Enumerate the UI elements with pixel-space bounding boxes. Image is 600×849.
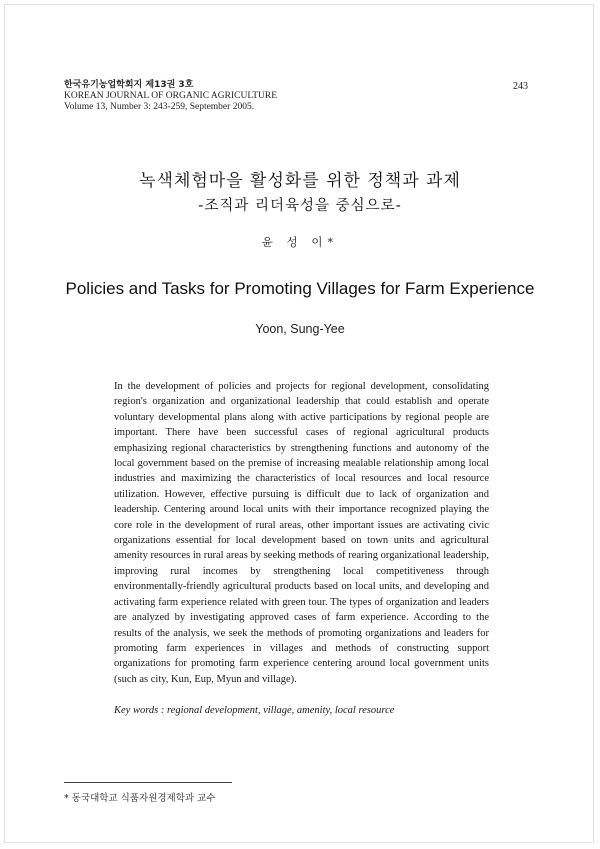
journal-header bbox=[64, 80, 277, 113]
paper-subtitle-korean: -조직과 리더육성을 중심으로- bbox=[198, 198, 402, 214]
paper-title-korean: 녹색체험마을 활성화를 위한 정책과 과제 bbox=[139, 171, 461, 191]
author-name-korean: 윤 성 이* bbox=[261, 235, 339, 249]
keywords: Key words : regional development, village, amenity, local resource bbox=[114, 705, 395, 716]
journal-title-korean: 한국유기농업학회지 제13권 3호 bbox=[64, 80, 194, 90]
abstract-text: In the development of policies and projects for regional development, consolidating region's organization and organizational leadership that could establish and operate voluntary developmental plans along with active participations by regional people are important. There have been successful cases of regional agricultural products emphasizing regional characteristics by strengthening functions and autonomy of the local government based on the premise of increasing mealable relationship among local industries and maximizing the characteristics of local resources and local resource utilization. However, effective pursuing is difficult due to lack of organization and leadership. Centering around local units with their importance recognized playing the core role in the development of rural areas, other important issues are activating civic organizations essential for local development based on town units and agricultural amenity resources in rural areas by seeking methods of rearing organizational leadership, improving rural incomes by strengthening local competitiveness through environmentally-friendly agricultural products based on local units, and developing and activating farm experience related with green tour. The types of organization and leaders are analyzed by investigating approved cases of farm experience. According to the results of the analysis, we seek the methods of promoting organizations and leaders for promoting farm experiences in villages and methods of constructing support organizations for promoting farm experience centering around local government units (such as city, Kun, Eup, Myun and village). bbox=[114, 381, 489, 685]
paper-title-english: Policies and Tasks for Promoting Villages for Farm Experience bbox=[65, 279, 535, 298]
footnote-divider bbox=[64, 782, 232, 783]
journal-title-english: KOREAN JOURNAL OF ORGANIC AGRICULTURE bbox=[64, 91, 278, 101]
journal-volume-line: Volume 13, Number 3: 243-259, September 2005. bbox=[64, 102, 255, 112]
page-number: 243 bbox=[513, 81, 528, 92]
author-affiliation-footnote: * 동국대학교 식품자원경제학과 교수 bbox=[64, 793, 216, 804]
author-name-english: Yoon, Sung-Yee bbox=[255, 322, 345, 336]
